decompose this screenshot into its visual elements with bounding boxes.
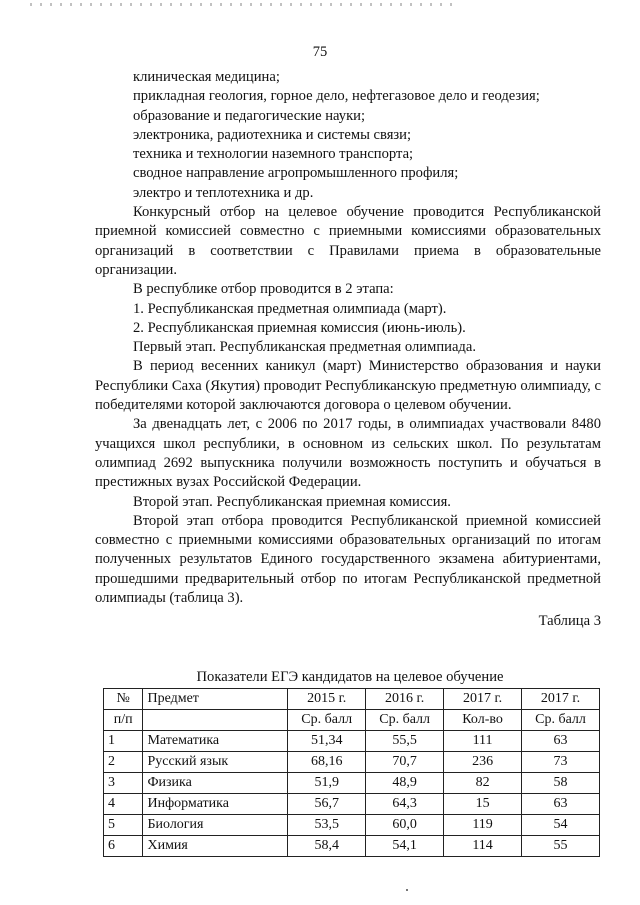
stage-1: 1. Республиканская предметная олимпиада (март). xyxy=(133,300,447,317)
table-cell: 51,9 xyxy=(288,773,366,794)
table-header-row xyxy=(104,689,600,710)
table-cell: 70,7 xyxy=(366,752,444,773)
table-cell: 55,5 xyxy=(366,731,444,752)
table-cell: 4 xyxy=(104,794,143,815)
list-item: клиническая медицина; xyxy=(133,69,280,85)
table-cell: 5 xyxy=(104,815,143,836)
table-cell: 48,9 xyxy=(366,773,444,794)
table-cell: 63 xyxy=(522,731,600,752)
table-cell: 63 xyxy=(522,794,600,815)
ege-table xyxy=(103,688,600,857)
table-cell: 6 xyxy=(104,836,143,857)
table-row xyxy=(104,794,600,815)
table-cell: 51,34 xyxy=(288,731,366,752)
list-item: техника и технологии наземного транспорта; xyxy=(133,146,414,163)
table-cell: 53,5 xyxy=(288,815,366,836)
header-cell: 2016 г. xyxy=(366,689,444,710)
header-cell: 2017 г. xyxy=(522,689,600,710)
table-cell: Информатика xyxy=(143,794,288,815)
table-cell: 82 xyxy=(444,773,522,794)
paragraph-olympiad: В период весенних каникул (март) Министерство образования и науки Республики Саха (Якутия) проводит Республиканскую предметную олимпиаду, с победителями которой заключаются договора о целевом обучении. xyxy=(95,358,601,414)
table-label: Таблица 3 xyxy=(538,613,601,630)
header-cell: п/п xyxy=(104,710,143,731)
stage-2: 2. Республиканская приемная комиссия (июнь-июль). xyxy=(133,319,466,336)
table-cell: Физика xyxy=(143,773,288,794)
table-cell: 73 xyxy=(522,752,600,773)
header-cell xyxy=(143,710,288,731)
table-cell: 58,4 xyxy=(288,836,366,857)
table-cell: 54 xyxy=(522,815,600,836)
table-cell: 114 xyxy=(444,836,522,857)
header-cell: № xyxy=(104,689,143,710)
stages-intro: В республике отбор проводится в 2 этапа: xyxy=(133,281,394,298)
list-item: электро и теплотехника и др. xyxy=(133,184,314,201)
header-cell: Ср. балл xyxy=(288,710,366,731)
table-cell: 15 xyxy=(444,794,522,815)
table-row xyxy=(104,752,600,773)
header-cell: 2017 г. xyxy=(444,689,522,710)
table-cell: 1 xyxy=(104,731,143,752)
table-cell: 60,0 xyxy=(366,815,444,836)
table-cell: 111 xyxy=(444,731,522,752)
table-cell: Химия xyxy=(143,836,288,857)
table-cell: 58 xyxy=(522,773,600,794)
list-item: электроника, радиотехника и системы связи; xyxy=(133,126,412,143)
header-cell: Кол-во xyxy=(444,710,522,731)
table-caption: Показатели ЕГЭ кандидатов на целевое обучение xyxy=(196,669,504,685)
table-header-row xyxy=(104,710,600,731)
table-cell: Математика xyxy=(143,731,288,752)
document-body xyxy=(95,68,601,632)
table-cell: 68,16 xyxy=(288,752,366,773)
header-cell: Ср. балл xyxy=(366,710,444,731)
list-item: сводное направление агропромышленного профиля; xyxy=(133,165,459,182)
scan-speck xyxy=(406,889,408,891)
table-cell: 64,3 xyxy=(366,794,444,815)
table-row xyxy=(104,731,600,752)
list-item: прикладная геология, горное дело, нефтегазовое дело и геодезия; xyxy=(133,88,540,105)
table-cell: 54,1 xyxy=(366,836,444,857)
table-cell: 236 xyxy=(444,752,522,773)
first-stage-title: Первый этап. Республиканская предметная олимпиада. xyxy=(133,339,476,356)
table-row xyxy=(104,815,600,836)
table-cell: Русский язык xyxy=(143,752,288,773)
list-item: образование и педагогические науки; xyxy=(133,107,366,124)
table-cell: 2 xyxy=(104,752,143,773)
table-row xyxy=(104,836,600,857)
header-cell: Предмет xyxy=(143,689,288,710)
table-cell: 55 xyxy=(522,836,600,857)
paragraph-selection: Конкурсный отбор на целевое обучение проводится Республиканской приемной комиссией совместно с приемными комиссиями образовательных организаций в соответствии с Правилами приема в образовательные организации. xyxy=(95,204,601,278)
page-number: 75 xyxy=(312,44,328,60)
second-stage-title: Второй этап. Республиканская приемная комиссия. xyxy=(133,493,451,510)
table-row xyxy=(104,773,600,794)
header-cell: Ср. балл xyxy=(522,710,600,731)
table-cell: Биология xyxy=(143,815,288,836)
table-cell: 119 xyxy=(444,815,522,836)
table-cell: 3 xyxy=(104,773,143,794)
table-cell: 56,7 xyxy=(288,794,366,815)
scan-artifact-top xyxy=(30,3,460,6)
paragraph-second-stage: Второй этап отбора проводится Республиканской приемной комиссией совместно с приемными комиссиями образовательных организаций по итогам полученных результатов Единого государственного экзамена абитуриентами, прошедшими предварительный отбор по итогам Республиканской предметной олимпиады (таблица 3). xyxy=(95,512,601,607)
header-cell: 2015 г. xyxy=(288,689,366,710)
paragraph-statistics: За двенадцать лет, с 2006 по 2017 годы, в олимпиадах участвовали 8480 учащихся школ республики, в основном из сельских школ. По результатам олимпиад 2692 выпускника получили возможность поступить и обучаться в престижных вузах Российской Федерации. xyxy=(95,416,601,491)
